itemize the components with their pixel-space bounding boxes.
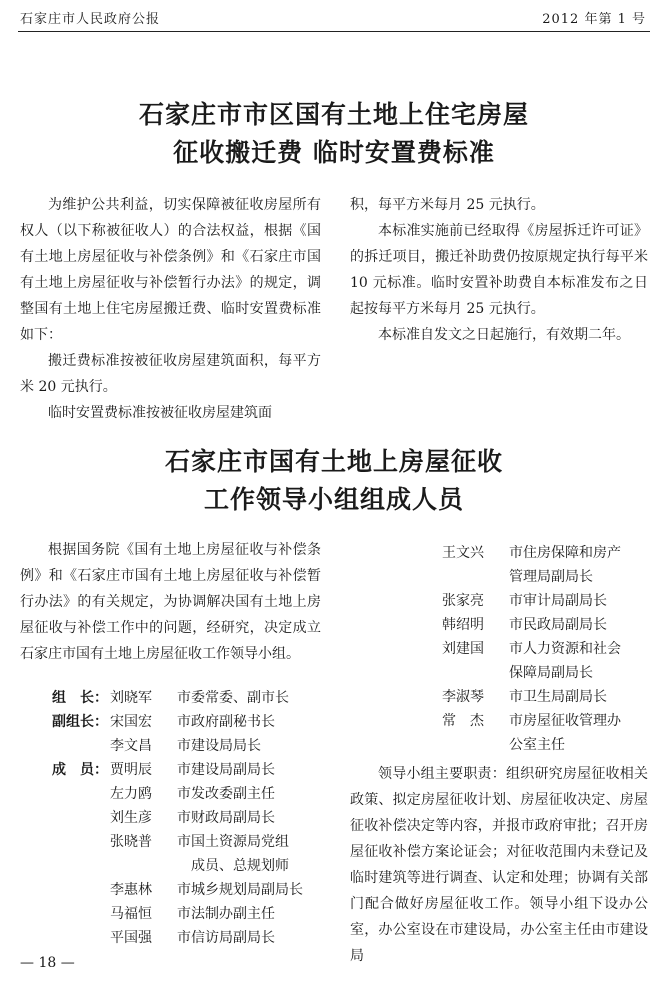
member-title: 市建设局局长 [177, 738, 261, 754]
article2-intro [20, 537, 321, 667]
running-header-issue: 2012 年第 1 号 [542, 12, 646, 27]
paragraph: 临时安置费标准按被征收房屋建筑面 [48, 405, 272, 421]
member-title: 市城乡规划局副局长 [177, 882, 303, 898]
member-title: 市民政局副局长 [509, 617, 607, 633]
member-name: 平国强 [110, 930, 152, 946]
member-role: 副组长： [52, 714, 108, 730]
member-name: 贾明辰 [110, 762, 152, 778]
paragraph: 领导小组主要职责：组织研究房屋征收相关政策、拟定房屋征收计划、房屋征收决定、房屋征收补偿决定等内容，并报市政府审批；召开房屋征收补偿方案论证会；对征收范围内未登记及临时建筑等进行调查、认定和处理；协调有关部门配合做好房屋征收工作。领导小组下设办公室，办公室设在市建设局，办公室主任由市建设局 [350, 766, 648, 964]
member-title: 市人力资源和社会 [509, 641, 621, 657]
member-name: 韩绍明 [442, 617, 484, 633]
member-name: 宋国宏 [110, 714, 152, 730]
member-name: 刘建国 [442, 641, 484, 657]
article1-title-line2: 征收搬迁费 临时安置费标准 [173, 138, 495, 167]
member-title-cont: 成员、总规划师 [191, 858, 289, 874]
paragraph: 根据国务院《国有土地上房屋征收与补偿条例》和《石家庄市国有土地上房屋征收与补偿暂行办法》的有关规定，为协调解决国有土地上房屋征收与补偿工作中的问题，经研究，决定成立石家庄市国有土地上房屋征收工作领导小组。 [20, 542, 321, 662]
member-title: 市委常委、副市长 [177, 690, 289, 706]
member-name: 王文兴 [442, 545, 484, 561]
page-number: — 18 — [20, 955, 75, 971]
member-title: 市信访局副局长 [177, 930, 275, 946]
member-title: 市审计局副局长 [509, 593, 607, 609]
member-title-cont: 管理局副局长 [509, 569, 593, 585]
member-name: 张家亮 [442, 593, 484, 609]
member-title: 市国土资源局党组 [177, 834, 289, 850]
member-name: 李文昌 [110, 738, 152, 754]
paragraph: 本标准实施前已经取得《房屋拆迁许可证》的拆迁项目，搬迁补助费仍按原规定执行每平米 10 元标准。临时安置补助费自本标准发布之日起按每平方米每月 25 元执行。 [350, 223, 648, 317]
article2-duties [350, 761, 648, 969]
member-title: 市房屋征收管理办 [509, 713, 621, 729]
member-name: 马福恒 [110, 906, 152, 922]
member-name: 常 杰 [442, 713, 484, 729]
member-title-cont: 公室主任 [509, 737, 565, 753]
member-name: 李淑琴 [442, 689, 484, 705]
member-name: 刘生彦 [110, 810, 152, 826]
paragraph: 本标准自发文之日起施行，有效期二年。 [378, 327, 630, 343]
paragraph: 为维护公共利益，切实保障被征收房屋所有权人（以下称被征收人）的合法权益，根据《国有土地上房屋征收与补偿条例》和《石家庄市国有土地上房屋征收与补偿暂行办法》的规定，调整国有土地上住宅房屋搬迁费、临时安置费标准如下： [20, 197, 321, 343]
member-title: 市政府副秘书长 [177, 714, 275, 730]
article1-left-column [20, 192, 321, 426]
running-header-title: 石家庄市人民政府公报 [20, 12, 161, 27]
member-name: 左力鸥 [110, 786, 152, 802]
article2-title-line1: 石家庄市国有土地上房屋征收 [164, 447, 503, 476]
paragraph: 积，每平方米每月 25 元执行。 [350, 197, 545, 213]
article1-right-column [350, 192, 648, 348]
member-title: 市财政局副局长 [177, 810, 275, 826]
member-name: 李惠林 [110, 882, 152, 898]
member-title: 市发改委副主任 [177, 786, 275, 802]
member-title: 市法制办副主任 [177, 906, 275, 922]
member-name: 张晓普 [110, 834, 152, 850]
header-rule [18, 31, 650, 32]
member-title: 市卫生局副局长 [509, 689, 607, 705]
article1-title-line1: 石家庄市市区国有土地上住宅房屋 [138, 100, 529, 129]
member-name: 刘晓军 [110, 690, 152, 706]
member-title: 市住房保障和房产 [509, 545, 621, 561]
paragraph: 搬迁费标准按被征收房屋建筑面积，每平方米 20 元执行。 [20, 353, 321, 395]
member-title-cont: 保障局副局长 [509, 665, 593, 681]
member-title: 市建设局副局长 [177, 762, 275, 778]
member-role: 成 员： [52, 762, 108, 778]
member-role: 组 长： [52, 690, 108, 706]
article2-title-line2: 工作领导小组组成人员 [203, 485, 464, 514]
